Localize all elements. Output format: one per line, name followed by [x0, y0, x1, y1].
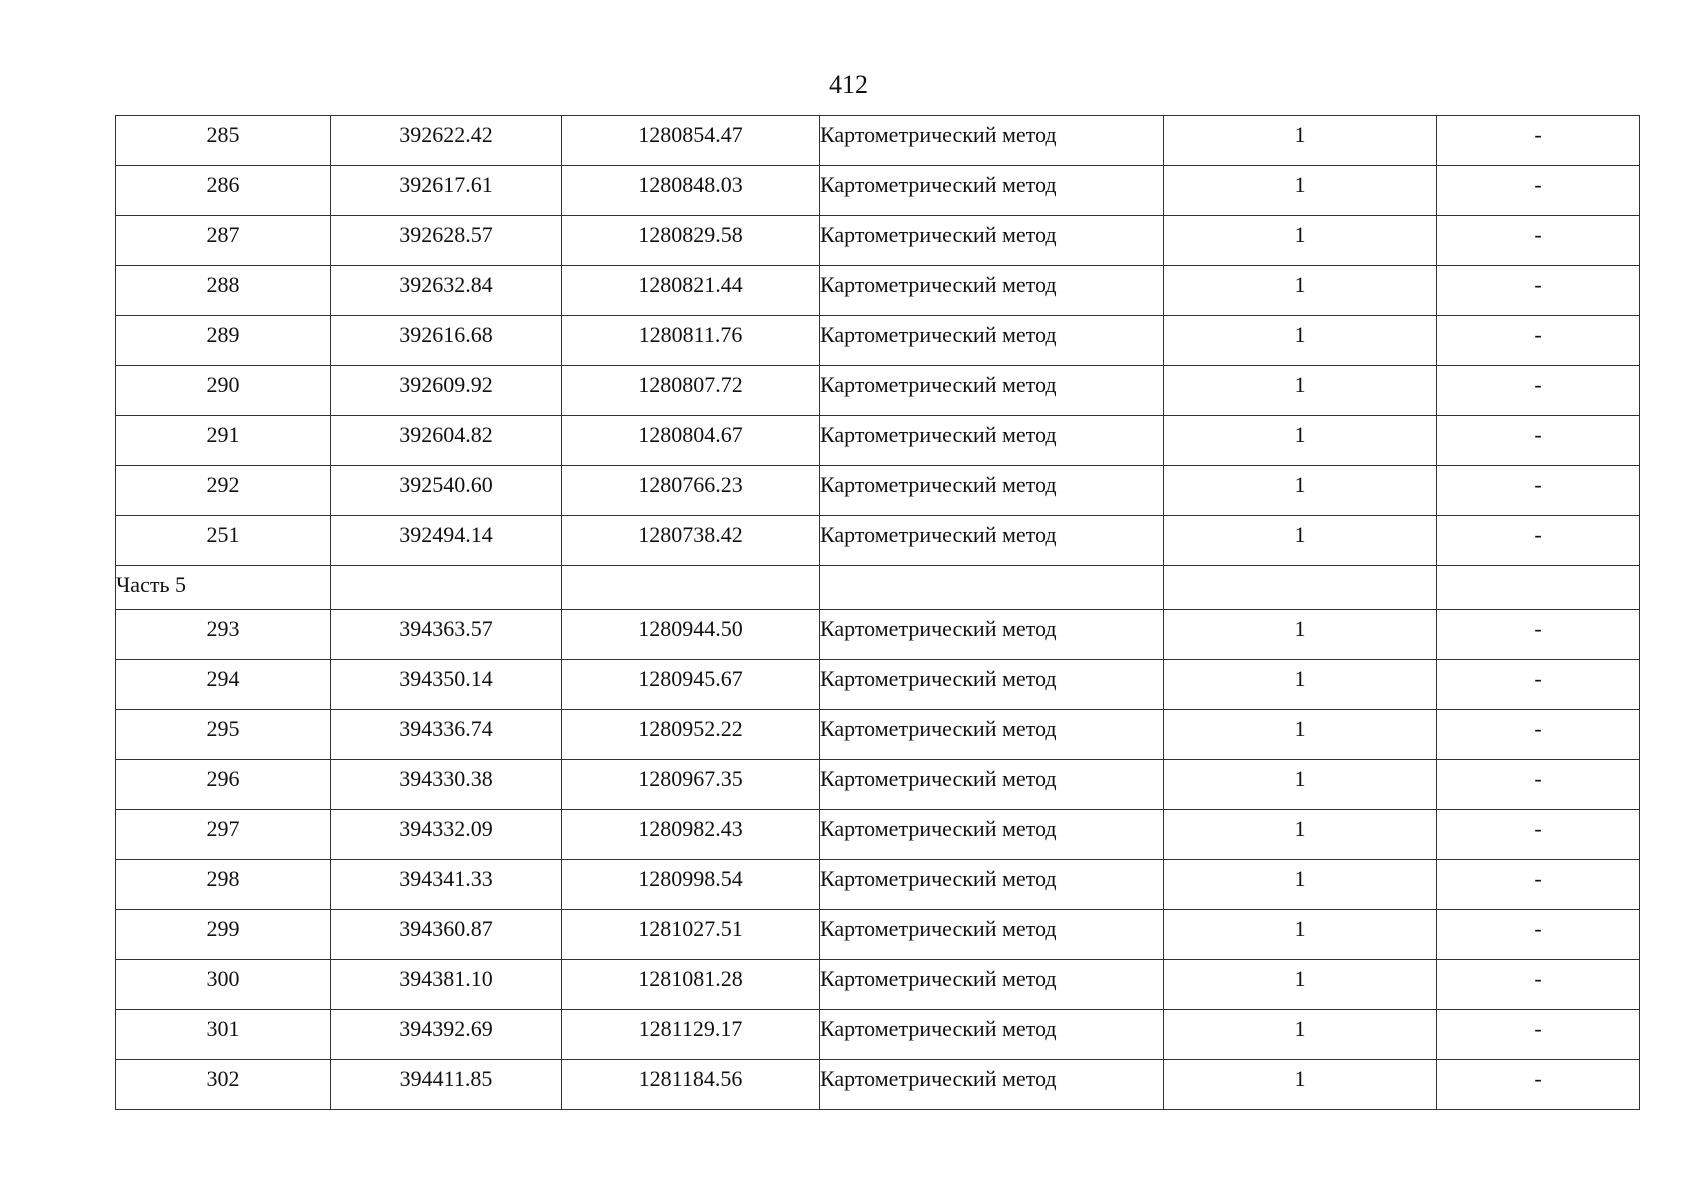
y-coordinate-cell: 1280998.54 [562, 860, 820, 910]
accuracy-cell: 1 [1164, 316, 1437, 366]
note-cell: - [1437, 610, 1640, 660]
y-coordinate-cell: 1280804.67 [562, 416, 820, 466]
y-coordinate-cell: 1280738.42 [562, 516, 820, 566]
point-number-cell: 298 [116, 860, 331, 910]
note-cell: - [1437, 416, 1640, 466]
table-row [116, 710, 1640, 760]
table-row [116, 266, 1640, 316]
point-number-cell: 295 [116, 710, 331, 760]
method-cell: Картометрический метод [820, 116, 1164, 166]
method-cell: Картометрический метод [820, 516, 1164, 566]
table-row [116, 960, 1640, 1010]
accuracy-cell: 1 [1164, 810, 1437, 860]
table-row [116, 516, 1640, 566]
table-row [116, 760, 1640, 810]
y-coordinate-cell: 1280766.23 [562, 466, 820, 516]
method-cell: Картометрический метод [820, 316, 1164, 366]
note-cell: - [1437, 166, 1640, 216]
method-cell: Картометрический метод [820, 910, 1164, 960]
x-coordinate-cell: 392604.82 [331, 416, 562, 466]
point-number-cell: 285 [116, 116, 331, 166]
x-coordinate-cell: 392616.68 [331, 316, 562, 366]
y-coordinate-cell: 1280854.47 [562, 116, 820, 166]
x-coordinate-cell: 394360.87 [331, 910, 562, 960]
method-cell: Картометрический метод [820, 760, 1164, 810]
page-number: 412 [829, 70, 868, 99]
accuracy-cell: 1 [1164, 1060, 1437, 1110]
point-number-cell: 297 [116, 810, 331, 860]
accuracy-cell: 1 [1164, 960, 1437, 1010]
method-cell: Картометрический метод [820, 710, 1164, 760]
y-coordinate-cell: 1280821.44 [562, 266, 820, 316]
table-row [116, 116, 1640, 166]
accuracy-cell: 1 [1164, 660, 1437, 710]
y-coordinate-cell: 1280811.76 [562, 316, 820, 366]
note-cell: - [1437, 710, 1640, 760]
coordinates-table-body [116, 116, 1640, 1110]
x-coordinate-cell: 394336.74 [331, 710, 562, 760]
accuracy-cell: 1 [1164, 266, 1437, 316]
table-row [116, 416, 1640, 466]
coordinates-table [115, 115, 1640, 1110]
note-cell: - [1437, 960, 1640, 1010]
table-row [116, 216, 1640, 266]
point-number-cell: 301 [116, 1010, 331, 1060]
method-cell: Картометрический метод [820, 960, 1164, 1010]
accuracy-cell: 1 [1164, 116, 1437, 166]
y-coordinate-cell: 1281027.51 [562, 910, 820, 960]
method-cell: Картометрический метод [820, 216, 1164, 266]
empty-cell [820, 566, 1164, 610]
method-cell: Картометрический метод [820, 810, 1164, 860]
accuracy-cell: 1 [1164, 910, 1437, 960]
note-cell: - [1437, 810, 1640, 860]
method-cell: Картометрический метод [820, 466, 1164, 516]
y-coordinate-cell: 1280807.72 [562, 366, 820, 416]
point-number-cell: 300 [116, 960, 331, 1010]
accuracy-cell: 1 [1164, 166, 1437, 216]
table-row [116, 810, 1640, 860]
method-cell: Картометрический метод [820, 610, 1164, 660]
y-coordinate-cell: 1280848.03 [562, 166, 820, 216]
accuracy-cell: 1 [1164, 466, 1437, 516]
table-row [116, 316, 1640, 366]
x-coordinate-cell: 394330.38 [331, 760, 562, 810]
method-cell: Картометрический метод [820, 1010, 1164, 1060]
point-number-cell: 302 [116, 1060, 331, 1110]
empty-cell [1164, 566, 1437, 610]
note-cell: - [1437, 760, 1640, 810]
accuracy-cell: 1 [1164, 610, 1437, 660]
empty-cell [562, 566, 820, 610]
y-coordinate-cell: 1280982.43 [562, 810, 820, 860]
y-coordinate-cell: 1281081.28 [562, 960, 820, 1010]
accuracy-cell: 1 [1164, 760, 1437, 810]
y-coordinate-cell: 1280829.58 [562, 216, 820, 266]
x-coordinate-cell: 394332.09 [331, 810, 562, 860]
y-coordinate-cell: 1280945.67 [562, 660, 820, 710]
note-cell: - [1437, 266, 1640, 316]
empty-cell [1437, 566, 1640, 610]
x-coordinate-cell: 392628.57 [331, 216, 562, 266]
table-row [116, 610, 1640, 660]
point-number-cell: 288 [116, 266, 331, 316]
method-cell: Картометрический метод [820, 1060, 1164, 1110]
accuracy-cell: 1 [1164, 216, 1437, 266]
accuracy-cell: 1 [1164, 860, 1437, 910]
point-number-cell: 296 [116, 760, 331, 810]
y-coordinate-cell: 1281184.56 [562, 1060, 820, 1110]
note-cell: - [1437, 910, 1640, 960]
section-row [116, 566, 1640, 610]
table-row [116, 660, 1640, 710]
table-row [116, 1060, 1640, 1110]
accuracy-cell: 1 [1164, 416, 1437, 466]
note-cell: - [1437, 116, 1640, 166]
method-cell: Картометрический метод [820, 266, 1164, 316]
accuracy-cell: 1 [1164, 366, 1437, 416]
method-cell: Картометрический метод [820, 860, 1164, 910]
note-cell: - [1437, 316, 1640, 366]
empty-cell [331, 566, 562, 610]
table-row [116, 366, 1640, 416]
point-number-cell: 292 [116, 466, 331, 516]
table-row [116, 466, 1640, 516]
point-number-cell: 299 [116, 910, 331, 960]
point-number-cell: 290 [116, 366, 331, 416]
x-coordinate-cell: 394363.57 [331, 610, 562, 660]
point-number-cell: 294 [116, 660, 331, 710]
accuracy-cell: 1 [1164, 1010, 1437, 1060]
x-coordinate-cell: 394341.33 [331, 860, 562, 910]
accuracy-cell: 1 [1164, 710, 1437, 760]
point-number-cell: 291 [116, 416, 331, 466]
method-cell: Картометрический метод [820, 166, 1164, 216]
point-number-cell: 251 [116, 516, 331, 566]
x-coordinate-cell: 394411.85 [331, 1060, 562, 1110]
x-coordinate-cell: 392622.42 [331, 116, 562, 166]
note-cell: - [1437, 860, 1640, 910]
y-coordinate-cell: 1280952.22 [562, 710, 820, 760]
table-row [116, 860, 1640, 910]
y-coordinate-cell: 1280944.50 [562, 610, 820, 660]
method-cell: Картометрический метод [820, 660, 1164, 710]
x-coordinate-cell: 394381.10 [331, 960, 562, 1010]
x-coordinate-cell: 392617.61 [331, 166, 562, 216]
note-cell: - [1437, 1060, 1640, 1110]
method-cell: Картометрический метод [820, 366, 1164, 416]
y-coordinate-cell: 1280967.35 [562, 760, 820, 810]
table-row [116, 166, 1640, 216]
x-coordinate-cell: 392609.92 [331, 366, 562, 416]
note-cell: - [1437, 1010, 1640, 1060]
section-label: Часть 5 [116, 566, 331, 610]
point-number-cell: 287 [116, 216, 331, 266]
x-coordinate-cell: 394350.14 [331, 660, 562, 710]
note-cell: - [1437, 466, 1640, 516]
note-cell: - [1437, 660, 1640, 710]
accuracy-cell: 1 [1164, 516, 1437, 566]
table-row [116, 910, 1640, 960]
point-number-cell: 293 [116, 610, 331, 660]
x-coordinate-cell: 392494.14 [331, 516, 562, 566]
note-cell: - [1437, 516, 1640, 566]
note-cell: - [1437, 366, 1640, 416]
point-number-cell: 286 [116, 166, 331, 216]
table-row [116, 1010, 1640, 1060]
point-number-cell: 289 [116, 316, 331, 366]
x-coordinate-cell: 394392.69 [331, 1010, 562, 1060]
x-coordinate-cell: 392632.84 [331, 266, 562, 316]
x-coordinate-cell: 392540.60 [331, 466, 562, 516]
method-cell: Картометрический метод [820, 416, 1164, 466]
y-coordinate-cell: 1281129.17 [562, 1010, 820, 1060]
note-cell: - [1437, 216, 1640, 266]
